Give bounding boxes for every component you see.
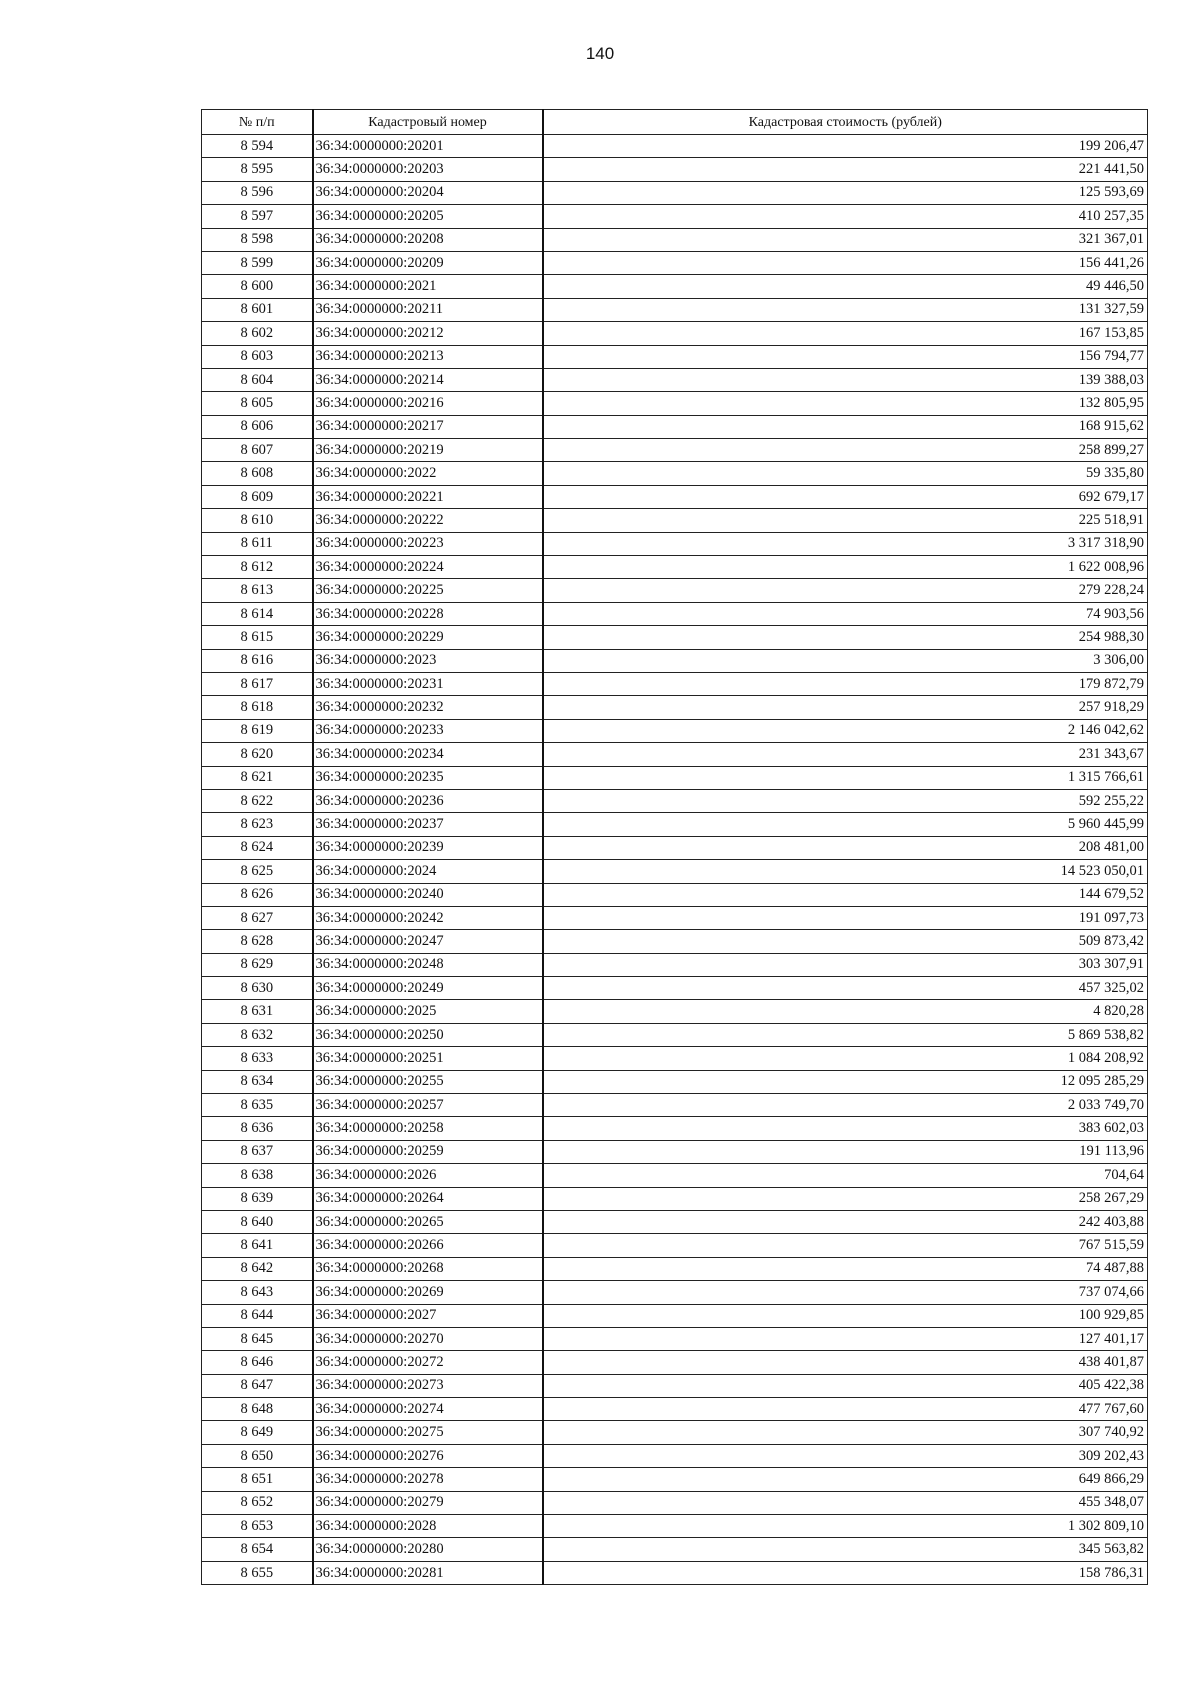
row-number-cell: 8 597 <box>202 205 313 228</box>
cadastral-number-cell: 36:34:0000000:20239 <box>313 836 543 859</box>
table-row <box>202 1000 1148 1023</box>
row-number-cell: 8 627 <box>202 906 313 929</box>
row-number-cell: 8 649 <box>202 1421 313 1444</box>
table-row <box>202 1281 1148 1304</box>
cadastral-value-cell: 767 515,59 <box>543 1234 1148 1257</box>
row-number-cell: 8 617 <box>202 672 313 695</box>
table-row <box>202 205 1148 228</box>
cadastral-number-cell: 36:34:0000000:20219 <box>313 439 543 462</box>
cadastral-number-cell: 36:34:0000000:20205 <box>313 205 543 228</box>
cadastral-number-cell: 36:34:0000000:20213 <box>313 345 543 368</box>
cadastral-value-cell: 3 306,00 <box>543 649 1148 672</box>
cadastral-number-cell: 36:34:0000000:20233 <box>313 719 543 742</box>
row-number-cell: 8 652 <box>202 1491 313 1514</box>
row-number-cell: 8 606 <box>202 415 313 438</box>
cadastral-number-cell: 36:34:0000000:20231 <box>313 672 543 695</box>
cadastral-number-cell: 36:34:0000000:20268 <box>313 1257 543 1280</box>
cadastral-value-cell: 74 903,56 <box>543 602 1148 625</box>
cadastral-value-cell: 303 307,91 <box>543 953 1148 976</box>
row-number-cell: 8 614 <box>202 602 313 625</box>
cadastral-value-cell: 307 740,92 <box>543 1421 1148 1444</box>
row-number-cell: 8 600 <box>202 275 313 298</box>
cadastral-number-cell: 36:34:0000000:20240 <box>313 883 543 906</box>
cadastral-number-cell: 36:34:0000000:20273 <box>313 1374 543 1397</box>
cadastral-value-cell: 737 074,66 <box>543 1281 1148 1304</box>
table-row <box>202 1234 1148 1257</box>
cadastral-number-cell: 36:34:0000000:20248 <box>313 953 543 976</box>
page-number: 140 <box>585 44 615 63</box>
row-number-cell: 8 620 <box>202 743 313 766</box>
cadastral-value-cell: 127 401,17 <box>543 1327 1148 1350</box>
table-row <box>202 906 1148 929</box>
table-row <box>202 322 1148 345</box>
row-number-cell: 8 618 <box>202 696 313 719</box>
cadastral-value-cell: 14 523 050,01 <box>543 860 1148 883</box>
table-row <box>202 462 1148 485</box>
cadastral-number-cell: 36:34:0000000:20276 <box>313 1444 543 1467</box>
cadastral-number-cell: 36:34:0000000:20237 <box>313 813 543 836</box>
row-number-cell: 8 609 <box>202 485 313 508</box>
cadastral-number-cell: 36:34:0000000:20255 <box>313 1070 543 1093</box>
cadastral-number-cell: 36:34:0000000:20280 <box>313 1538 543 1561</box>
cadastral-value-cell: 59 335,80 <box>543 462 1148 485</box>
row-number-cell: 8 604 <box>202 368 313 391</box>
cadastral-value-cell: 2 033 749,70 <box>543 1094 1148 1117</box>
cadastral-number-cell: 36:34:0000000:20264 <box>313 1187 543 1210</box>
table-row <box>202 743 1148 766</box>
cadastral-value-cell: 5 869 538,82 <box>543 1023 1148 1046</box>
row-number-cell: 8 648 <box>202 1398 313 1421</box>
table-row <box>202 1047 1148 1070</box>
row-number-cell: 8 643 <box>202 1281 313 1304</box>
cadastral-number-cell: 36:34:0000000:2021 <box>313 275 543 298</box>
cadastral-value-cell: 457 325,02 <box>543 977 1148 1000</box>
cadastral-value-cell: 254 988,30 <box>543 626 1148 649</box>
cadastral-number-cell: 36:34:0000000:20229 <box>313 626 543 649</box>
row-number-cell: 8 651 <box>202 1468 313 1491</box>
table-row <box>202 1164 1148 1187</box>
cadastral-value-cell: 4 820,28 <box>543 1000 1148 1023</box>
cadastral-number-cell: 36:34:0000000:20251 <box>313 1047 543 1070</box>
cadastral-number-cell: 36:34:0000000:20216 <box>313 392 543 415</box>
table-row <box>202 930 1148 953</box>
table-row <box>202 1374 1148 1397</box>
table-row <box>202 1398 1148 1421</box>
header-cadastral-number: Кадастровый номер <box>313 110 543 135</box>
cadastral-number-cell: 36:34:0000000:20222 <box>313 509 543 532</box>
cadastral-value-cell: 257 918,29 <box>543 696 1148 719</box>
cadastral-value-cell: 279 228,24 <box>543 579 1148 602</box>
cadastral-value-cell: 5 960 445,99 <box>543 813 1148 836</box>
row-number-cell: 8 612 <box>202 556 313 579</box>
cadastral-number-cell: 36:34:0000000:20225 <box>313 579 543 602</box>
row-number-cell: 8 608 <box>202 462 313 485</box>
cadastral-value-cell: 592 255,22 <box>543 789 1148 812</box>
cadastral-value-cell: 139 388,03 <box>543 368 1148 391</box>
cadastral-number-cell: 36:34:0000000:20272 <box>313 1351 543 1374</box>
table-row <box>202 602 1148 625</box>
cadastral-number-cell: 36:34:0000000:20275 <box>313 1421 543 1444</box>
table-row <box>202 579 1148 602</box>
cadastral-value-cell: 158 786,31 <box>543 1561 1148 1584</box>
cadastral-value-cell: 100 929,85 <box>543 1304 1148 1327</box>
row-number-cell: 8 629 <box>202 953 313 976</box>
row-number-cell: 8 611 <box>202 532 313 555</box>
table-row <box>202 1515 1148 1538</box>
cadastral-value-cell: 438 401,87 <box>543 1351 1148 1374</box>
cadastral-value-cell: 345 563,82 <box>543 1538 1148 1561</box>
row-number-cell: 8 639 <box>202 1187 313 1210</box>
table-row <box>202 135 1148 158</box>
table-row <box>202 672 1148 695</box>
row-number-cell: 8 616 <box>202 649 313 672</box>
cadastral-number-cell: 36:34:0000000:20228 <box>313 602 543 625</box>
cadastral-number-cell: 36:34:0000000:20250 <box>313 1023 543 1046</box>
cadastral-value-cell: 132 805,95 <box>543 392 1148 415</box>
cadastral-number-cell: 36:34:0000000:20235 <box>313 766 543 789</box>
table-row <box>202 953 1148 976</box>
table-row <box>202 275 1148 298</box>
cadastral-value-cell: 649 866,29 <box>543 1468 1148 1491</box>
table-row <box>202 977 1148 1000</box>
cadastral-value-cell: 1 084 208,92 <box>543 1047 1148 1070</box>
cadastral-number-cell: 36:34:0000000:20203 <box>313 158 543 181</box>
cadastral-value-cell: 221 441,50 <box>543 158 1148 181</box>
cadastral-number-cell: 36:34:0000000:20236 <box>313 789 543 812</box>
row-number-cell: 8 630 <box>202 977 313 1000</box>
cadastral-value-table <box>201 109 1148 1585</box>
cadastral-value-cell: 191 113,96 <box>543 1140 1148 1163</box>
cadastral-value-cell: 231 343,67 <box>543 743 1148 766</box>
table-row <box>202 298 1148 321</box>
cadastral-value-cell: 410 257,35 <box>543 205 1148 228</box>
row-number-cell: 8 601 <box>202 298 313 321</box>
header-cadastral-value: Кадастровая стоимость (рублей) <box>543 110 1148 135</box>
row-number-cell: 8 626 <box>202 883 313 906</box>
row-number-cell: 8 621 <box>202 766 313 789</box>
table-row <box>202 368 1148 391</box>
cadastral-number-cell: 36:34:0000000:20269 <box>313 1281 543 1304</box>
cadastral-value-cell: 199 206,47 <box>543 135 1148 158</box>
table-row <box>202 1257 1148 1280</box>
row-number-cell: 8 645 <box>202 1327 313 1350</box>
cadastral-value-cell: 125 593,69 <box>543 181 1148 204</box>
table-row <box>202 1140 1148 1163</box>
cadastral-number-cell: 36:34:0000000:2028 <box>313 1515 543 1538</box>
cadastral-number-cell: 36:34:0000000:20204 <box>313 181 543 204</box>
cadastral-value-cell: 2 146 042,62 <box>543 719 1148 742</box>
table-row <box>202 415 1148 438</box>
cadastral-number-cell: 36:34:0000000:20211 <box>313 298 543 321</box>
cadastral-number-cell: 36:34:0000000:20223 <box>313 532 543 555</box>
cadastral-value-cell: 3 317 318,90 <box>543 532 1148 555</box>
table-row <box>202 1351 1148 1374</box>
row-number-cell: 8 628 <box>202 930 313 953</box>
cadastral-value-cell: 131 327,59 <box>543 298 1148 321</box>
row-number-cell: 8 623 <box>202 813 313 836</box>
table-row <box>202 509 1148 532</box>
row-number-cell: 8 594 <box>202 135 313 158</box>
cadastral-value-cell: 225 518,91 <box>543 509 1148 532</box>
table-row <box>202 1210 1148 1233</box>
row-number-cell: 8 654 <box>202 1538 313 1561</box>
row-number-cell: 8 634 <box>202 1070 313 1093</box>
cadastral-number-cell: 36:34:0000000:20278 <box>313 1468 543 1491</box>
table-row <box>202 836 1148 859</box>
table-row <box>202 1421 1148 1444</box>
table-body <box>202 135 1148 1585</box>
cadastral-number-cell: 36:34:0000000:20266 <box>313 1234 543 1257</box>
cadastral-value-cell: 208 481,00 <box>543 836 1148 859</box>
table-row <box>202 1187 1148 1210</box>
cadastral-number-cell: 36:34:0000000:20201 <box>313 135 543 158</box>
cadastral-value-cell: 1 622 008,96 <box>543 556 1148 579</box>
cadastral-number-cell: 36:34:0000000:20265 <box>313 1210 543 1233</box>
row-number-cell: 8 613 <box>202 579 313 602</box>
cadastral-number-cell: 36:34:0000000:20270 <box>313 1327 543 1350</box>
row-number-cell: 8 602 <box>202 322 313 345</box>
table-row <box>202 696 1148 719</box>
table-row <box>202 1468 1148 1491</box>
table-row <box>202 626 1148 649</box>
row-number-cell: 8 641 <box>202 1234 313 1257</box>
cadastral-number-cell: 36:34:0000000:20232 <box>313 696 543 719</box>
cadastral-number-cell: 36:34:0000000:20259 <box>313 1140 543 1163</box>
row-number-cell: 8 637 <box>202 1140 313 1163</box>
row-number-cell: 8 635 <box>202 1094 313 1117</box>
table-row <box>202 649 1148 672</box>
cadastral-number-cell: 36:34:0000000:20258 <box>313 1117 543 1140</box>
table-row <box>202 1491 1148 1514</box>
row-number-cell: 8 644 <box>202 1304 313 1327</box>
table-row <box>202 1117 1148 1140</box>
cadastral-value-cell: 167 153,85 <box>543 322 1148 345</box>
row-number-cell: 8 655 <box>202 1561 313 1584</box>
row-number-cell: 8 603 <box>202 345 313 368</box>
cadastral-value-cell: 191 097,73 <box>543 906 1148 929</box>
cadastral-number-cell: 36:34:0000000:20208 <box>313 228 543 251</box>
cadastral-value-cell: 1 302 809,10 <box>543 1515 1148 1538</box>
table-row <box>202 860 1148 883</box>
table-row <box>202 1070 1148 1093</box>
row-number-cell: 8 647 <box>202 1374 313 1397</box>
cadastral-number-cell: 36:34:0000000:2022 <box>313 462 543 485</box>
cadastral-number-cell: 36:34:0000000:2026 <box>313 1164 543 1187</box>
table-row <box>202 439 1148 462</box>
row-number-cell: 8 619 <box>202 719 313 742</box>
cadastral-number-cell: 36:34:0000000:20209 <box>313 251 543 274</box>
cadastral-value-cell: 309 202,43 <box>543 1444 1148 1467</box>
table-row <box>202 485 1148 508</box>
row-number-cell: 8 642 <box>202 1257 313 1280</box>
row-number-cell: 8 638 <box>202 1164 313 1187</box>
table-row <box>202 1444 1148 1467</box>
cadastral-number-cell: 36:34:0000000:20217 <box>313 415 543 438</box>
row-number-cell: 8 595 <box>202 158 313 181</box>
cadastral-value-cell: 74 487,88 <box>543 1257 1148 1280</box>
table-row <box>202 181 1148 204</box>
cadastral-number-cell: 36:34:0000000:2024 <box>313 860 543 883</box>
cadastral-value-cell: 321 367,01 <box>543 228 1148 251</box>
row-number-cell: 8 653 <box>202 1515 313 1538</box>
cadastral-number-cell: 36:34:0000000:20224 <box>313 556 543 579</box>
row-number-cell: 8 646 <box>202 1351 313 1374</box>
cadastral-number-cell: 36:34:0000000:2023 <box>313 649 543 672</box>
row-number-cell: 8 624 <box>202 836 313 859</box>
cadastral-value-cell: 455 348,07 <box>543 1491 1148 1514</box>
cadastral-value-cell: 12 095 285,29 <box>543 1070 1148 1093</box>
row-number-cell: 8 605 <box>202 392 313 415</box>
cadastral-number-cell: 36:34:0000000:20212 <box>313 322 543 345</box>
cadastral-number-cell: 36:34:0000000:20214 <box>313 368 543 391</box>
cadastral-value-cell: 144 679,52 <box>543 883 1148 906</box>
table-row <box>202 158 1148 181</box>
cadastral-value-cell: 179 872,79 <box>543 672 1148 695</box>
cadastral-value-cell: 692 679,17 <box>543 485 1148 508</box>
cadastral-number-cell: 36:34:0000000:20279 <box>313 1491 543 1514</box>
cadastral-value-cell: 383 602,03 <box>543 1117 1148 1140</box>
table-row <box>202 789 1148 812</box>
cadastral-value-cell: 156 441,26 <box>543 251 1148 274</box>
table-row <box>202 1023 1148 1046</box>
table-row <box>202 392 1148 415</box>
cadastral-number-cell: 36:34:0000000:20221 <box>313 485 543 508</box>
row-number-cell: 8 650 <box>202 1444 313 1467</box>
cadastral-value-cell: 1 315 766,61 <box>543 766 1148 789</box>
cadastral-value-cell: 258 899,27 <box>543 439 1148 462</box>
cadastral-value-cell: 168 915,62 <box>543 415 1148 438</box>
cadastral-number-cell: 36:34:0000000:20249 <box>313 977 543 1000</box>
row-number-cell: 8 607 <box>202 439 313 462</box>
cadastral-number-cell: 36:34:0000000:20274 <box>313 1398 543 1421</box>
table-row <box>202 813 1148 836</box>
cadastral-number-cell: 36:34:0000000:20257 <box>313 1094 543 1117</box>
table-row <box>202 1538 1148 1561</box>
cadastral-value-cell: 242 403,88 <box>543 1210 1148 1233</box>
table-row <box>202 251 1148 274</box>
cadastral-number-cell: 36:34:0000000:2027 <box>313 1304 543 1327</box>
table-row <box>202 1561 1148 1584</box>
table-row <box>202 532 1148 555</box>
table-row <box>202 345 1148 368</box>
cadastral-value-cell: 258 267,29 <box>543 1187 1148 1210</box>
cadastral-value-cell: 49 446,50 <box>543 275 1148 298</box>
table-row <box>202 1327 1148 1350</box>
table-header-row <box>202 110 1148 135</box>
row-number-cell: 8 615 <box>202 626 313 649</box>
cadastral-value-cell: 509 873,42 <box>543 930 1148 953</box>
row-number-cell: 8 610 <box>202 509 313 532</box>
row-number-cell: 8 640 <box>202 1210 313 1233</box>
table-row <box>202 1304 1148 1327</box>
cadastral-value-cell: 156 794,77 <box>543 345 1148 368</box>
cadastral-number-cell: 36:34:0000000:20234 <box>313 743 543 766</box>
table-row <box>202 1094 1148 1117</box>
row-number-cell: 8 598 <box>202 228 313 251</box>
table-row <box>202 228 1148 251</box>
cadastral-number-cell: 36:34:0000000:20242 <box>313 906 543 929</box>
cadastral-value-cell: 477 767,60 <box>543 1398 1148 1421</box>
table-row <box>202 719 1148 742</box>
row-number-cell: 8 622 <box>202 789 313 812</box>
row-number-cell: 8 599 <box>202 251 313 274</box>
row-number-cell: 8 631 <box>202 1000 313 1023</box>
header-row-number: № п/п <box>202 110 313 135</box>
row-number-cell: 8 625 <box>202 860 313 883</box>
row-number-cell: 8 636 <box>202 1117 313 1140</box>
table-row <box>202 556 1148 579</box>
cadastral-number-cell: 36:34:0000000:20281 <box>313 1561 543 1584</box>
cadastral-number-cell: 36:34:0000000:2025 <box>313 1000 543 1023</box>
cadastral-value-cell: 704,64 <box>543 1164 1148 1187</box>
row-number-cell: 8 633 <box>202 1047 313 1070</box>
table-row <box>202 766 1148 789</box>
cadastral-number-cell: 36:34:0000000:20247 <box>313 930 543 953</box>
row-number-cell: 8 596 <box>202 181 313 204</box>
row-number-cell: 8 632 <box>202 1023 313 1046</box>
table-row <box>202 883 1148 906</box>
cadastral-value-cell: 405 422,38 <box>543 1374 1148 1397</box>
